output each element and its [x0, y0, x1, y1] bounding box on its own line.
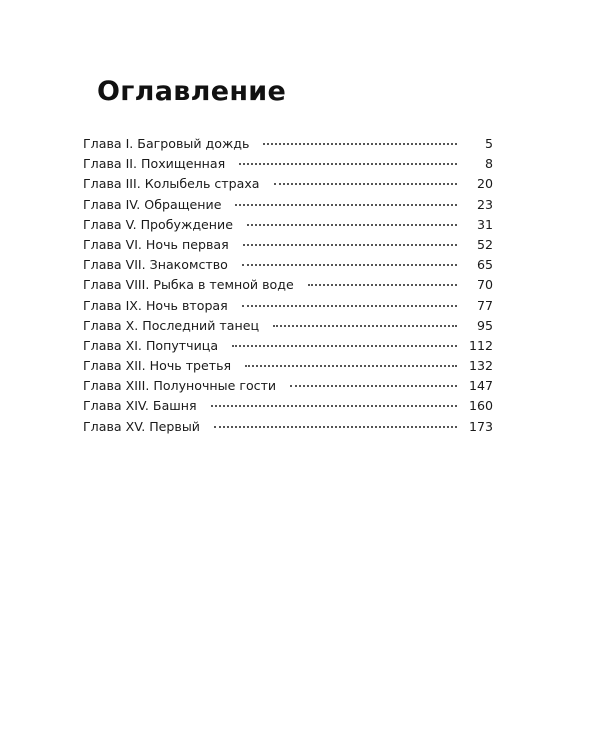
toc-entry	[83, 235, 493, 255]
toc-entry	[83, 215, 493, 235]
page-number: 23	[476, 196, 493, 212]
dot-leader	[245, 365, 457, 367]
chapter-title: Глава XV. Первый	[83, 418, 200, 434]
dot-leader	[290, 385, 457, 387]
page-number: 65	[476, 257, 493, 273]
chapter-title: Глава II. Похищенная	[83, 156, 226, 172]
dot-leader	[242, 264, 457, 266]
toc-entry	[83, 174, 493, 194]
toc-entry	[83, 356, 493, 376]
page-number: 77	[476, 297, 493, 313]
toc-entry	[83, 296, 493, 316]
chapter-title: Глава IV. Обращение	[83, 196, 222, 212]
page-number: 160	[468, 398, 493, 414]
page-number: 132	[468, 358, 493, 374]
toc-entry	[83, 336, 493, 356]
dot-leader	[211, 405, 457, 407]
chapter-title: Глава V. Пробуждение	[83, 216, 233, 232]
toc-entry	[83, 255, 493, 275]
page-number: 31	[476, 216, 493, 232]
table-of-contents	[83, 134, 493, 437]
chapter-title: Глава XI. Попутчица	[83, 337, 219, 353]
page-title: Оглавление	[97, 76, 287, 107]
dot-leader	[232, 345, 457, 347]
toc-entry	[83, 417, 493, 437]
chapter-title: Глава VI. Ночь первая	[83, 236, 229, 252]
toc-entry	[83, 376, 493, 396]
dot-leader	[274, 183, 457, 185]
chapter-title: Глава XIV. Башня	[83, 398, 197, 414]
toc-entry	[83, 396, 493, 416]
toc-entry	[83, 134, 493, 154]
chapter-title: Глава I. Багровый дождь	[83, 136, 250, 151]
chapter-title: Глава XIII. Полуночные гости	[83, 378, 277, 394]
dot-leader	[214, 426, 457, 428]
chapter-title: Глава VII. Знакомство	[83, 257, 228, 273]
dot-leader	[242, 305, 457, 307]
dot-leader	[247, 224, 457, 226]
page-number: 52	[476, 236, 493, 252]
chapter-title: Глава IX. Ночь вторая	[83, 297, 228, 313]
toc-entry	[83, 316, 493, 336]
page-number: 173	[468, 418, 493, 434]
toc-entry	[83, 195, 493, 215]
dot-leader	[273, 325, 457, 327]
toc-entry	[83, 154, 493, 174]
page-number: 95	[476, 317, 493, 333]
page-number: 147	[468, 378, 493, 394]
toc-entry	[83, 275, 493, 295]
dot-leader	[263, 143, 457, 145]
chapter-title: Глава III. Колыбель страха	[83, 176, 260, 192]
dot-leader	[243, 244, 457, 246]
chapter-title: Глава X. Последний танец	[83, 317, 260, 333]
dot-leader	[308, 284, 457, 286]
page-number: 112	[468, 337, 493, 353]
page-number: 5	[484, 136, 493, 151]
dot-leader	[239, 163, 457, 165]
dot-leader	[235, 204, 457, 206]
page-number: 8	[484, 156, 493, 172]
page-number: 70	[476, 277, 493, 293]
chapter-title: Глава VIII. Рыбка в темной воде	[83, 277, 294, 293]
chapter-title: Глава XII. Ночь третья	[83, 358, 232, 374]
page-number: 20	[476, 176, 493, 192]
